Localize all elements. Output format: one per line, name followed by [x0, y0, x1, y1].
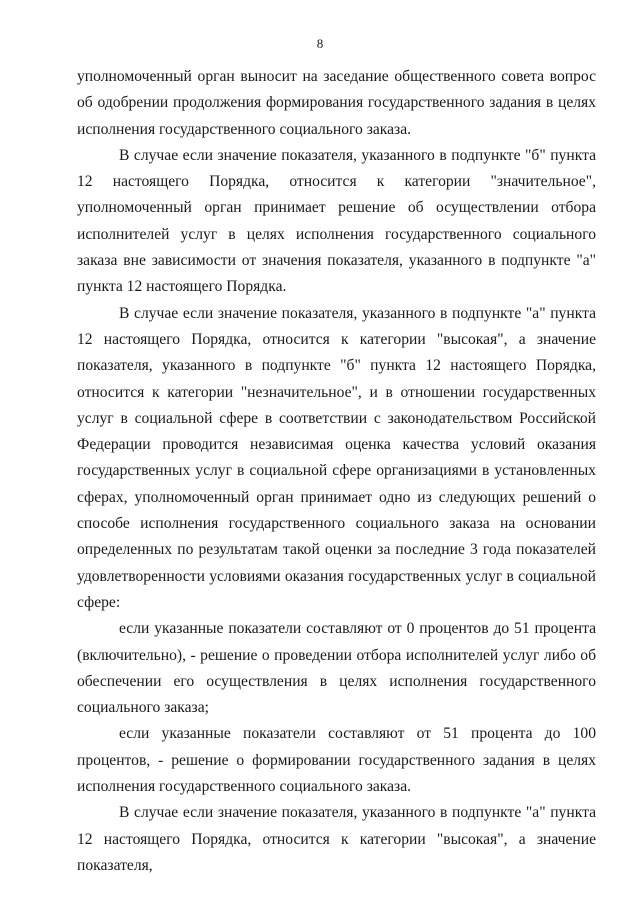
paragraph: В случае если значение показателя, указанного в подпункте "а" пункта 12 настоящего Порядка, относится к категории "высокая", а значение показателя, — [77, 804, 596, 874]
paragraph: В случае если значение показателя, указанного в подпункте "а" пункта 12 настоящего Порядка, относится к категории "высокая", а значение показателя, указанного в подпункте "б" пункта 12 настоящего Порядка, относится к категории "незначительное", и в отношении государственных услуг в социальной сфере в соответствии с законодательством Российской Федерации проводится независимая оценка качества условий оказания государственных услуг в социальной сфере организациями в установленных сферах, уполномоченный орган принимает одно из следующих решений о способе исполнения государственного социального заказа на основании определенных по результатам такой оценки за последние 3 года показателей удовлетворенности условиями оказания государственных услуг в социальной сфере: — [77, 304, 596, 611]
paragraph: если указанные показатели составляют от 0 процентов до 51 процента (включительно), - решение о проведении отбора исполнителей услуг либо об обеспечении его осуществления в целях исполнения государственного социального заказа; — [77, 620, 596, 717]
paragraph: В случае если значение показателя, указанного в подпункте "б" пункта 12 настоящего Порядка, относится к категории "значительное", уполномоченный орган принимает решение об осуществлении отбора исполнителей услуг в целях исполнения государственного социального заказа вне зависимости от значения показателя, указанного в подпункте "а" пункта 12 настоящего Порядка. — [77, 146, 596, 296]
paragraph: уполномоченный орган выносит на заседание общественного совета вопрос об одобрении продолжения формирования государственного задания в целях исполнения государственного социального заказа. — [77, 68, 596, 138]
paragraph: если указанные показатели составляют от 51 процента до 100 процентов, - решение о формировании государственного задания в целях исполнения государственного социального заказа. — [77, 725, 596, 796]
page-number: 8 — [316, 36, 324, 51]
document-body — [77, 64, 596, 879]
